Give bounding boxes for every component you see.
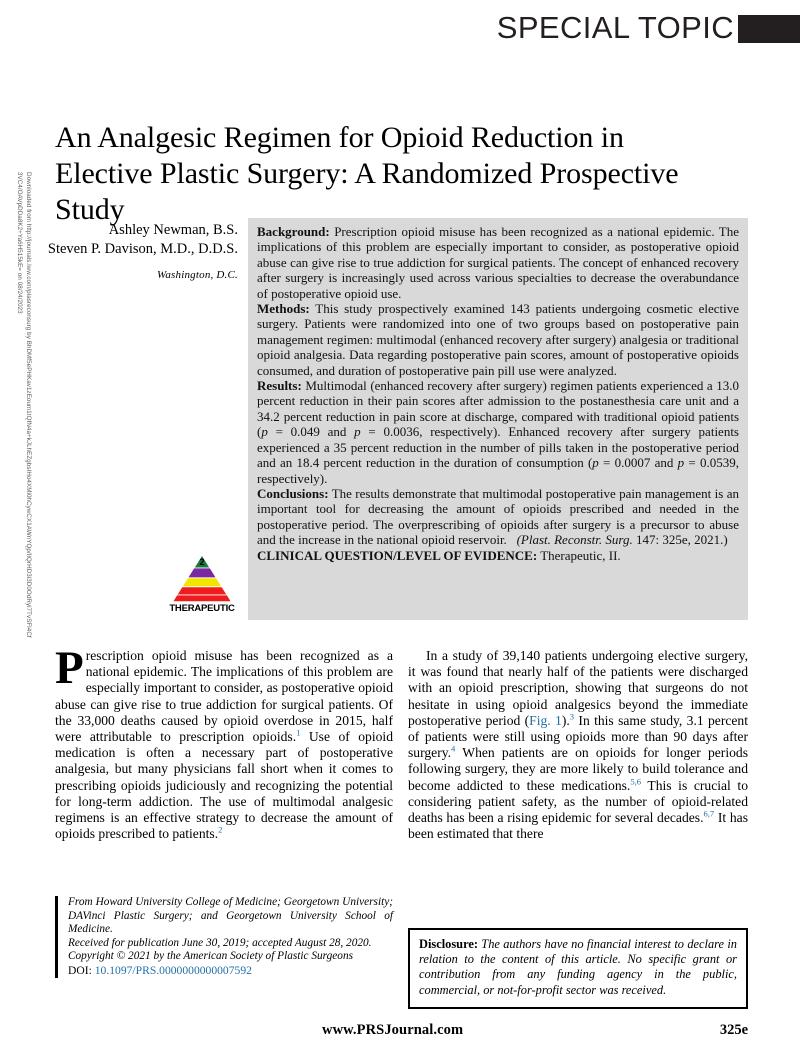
body-text: This is crucial to considering patient safety, as the number of opioid-related deaths has been a rising epidemic for several decades.: [408, 777, 749, 826]
disclosure-box: [408, 928, 748, 1009]
abstract-background: [257, 224, 739, 301]
page-footer: [0, 1022, 800, 1048]
abstract-results-text-a: Multimodal (enhanced recovery after surgery) regimen patients experienced a 13.0 percent reduction in their pain scores after admission to the postanesthesia care unit and a 34.2 percent reduction in pain score at discharge, compared with traditional opioid patients (: [257, 378, 740, 440]
doi-line: [68, 964, 393, 978]
abstract-citation-italic: (Plast. Reconstr. Surg.: [516, 532, 633, 548]
drop-cap: P: [55, 642, 84, 694]
clinical-question-value: Therapeutic, II.: [540, 547, 621, 563]
abstract-conclusions: [257, 486, 739, 548]
page-number: 325e: [719, 1022, 748, 1038]
abstract-results-text-b: = 0.049 and: [267, 424, 355, 440]
header-black-block: [738, 15, 800, 43]
pyramid-level-number: 2: [199, 557, 205, 567]
author-name: Ashley Newman, B.S.: [108, 222, 238, 238]
abstract-results-text-d: = 0.0007 and: [598, 455, 678, 471]
clinical-question-label: CLINICAL QUESTION/LEVEL OF EVIDENCE:: [257, 547, 538, 563]
body-column-left: [55, 642, 394, 842]
section-label: SPECIAL TOPIC: [496, 10, 734, 45]
abstract-background-label: Background:: [257, 224, 330, 239]
body-paragraph: [55, 642, 394, 842]
abstract-results-text-c: = 0.0036, respectively). Enhanced recovery after surgery patients experienced a 35 percent reduction in the number of pills taken in the postoperative period and an 18.4 percent reduction in the duration of consumption (: [257, 424, 739, 471]
abstract-box: [248, 218, 748, 620]
p-value-symbol: p: [261, 424, 268, 440]
body-text: In a study of 39,140 patients undergoing elective surgery, it was found that nearly half of the patients were discharged with an opioid prescription, showing that surgeons do not hesitate in using opioid analgesics beyond the immediate postoperative period (: [408, 648, 748, 728]
p-value-symbol: p: [677, 455, 685, 471]
received-date-text: Received for publication June 30, 2019; accepted August 28, 2020.: [68, 936, 372, 949]
reference-marker[interactable]: 4: [451, 743, 456, 754]
reference-marker[interactable]: 2: [218, 824, 223, 835]
disclosure-label: Disclosure:: [419, 937, 478, 951]
download-watermark: Downloaded from http://journals.lww.com/plasreconsurg by BhDMf5ePHKav1zEoum1tQfN4a+kJLhEZgbsIHo4XMi0hCywCX1AWnYQp/IlQrHD3i3D0OdRyi7TvSFl4Cf3VC4/OAVpDDa8K2+Ya6H515kE= on 08/24/2023: [16, 172, 32, 638]
pyramid-label: THERAPEUTIC: [169, 603, 235, 614]
abstract-results-text-e: = 0.0539, respectively).: [257, 455, 739, 486]
reference-marker[interactable]: 3: [569, 711, 575, 722]
body-paragraph: [408, 648, 748, 842]
reference-marker[interactable]: 6,7: [703, 808, 715, 819]
abstract-results-label: Results:: [257, 378, 302, 394]
disclosure-body: The authors have no financial interest to declare in relation to the content of this article. No specific grant or contribution from any funding agency in the public, commercial, or not-for-profit sector was received.: [419, 937, 737, 997]
footnote-block: [55, 896, 393, 978]
body-column-right: [408, 648, 748, 842]
article-title: An Analgesic Regimen for Opioid Reduction in Elective Plastic Surgery: A Randomized Prospective Study: [55, 121, 679, 227]
doi-label: DOI:: [68, 963, 95, 977]
p-value-symbol: p: [354, 424, 361, 440]
p-value-symbol: p: [592, 455, 599, 471]
body-text: rescription opioid misuse has been recognized as a national epidemic. The implications of this problem are especially important to consider, as postoperative opioid abuse can give rise to true addiction for surgical patients. Of the 33,000 deaths caused by opioid overdose in 2015, half were attributable to prescription opioids.: [55, 648, 393, 745]
abstract-methods: [257, 301, 739, 378]
body-text: ).: [561, 712, 570, 728]
body-text: Use of opioid medication is often a necessary part of postoperative analgesia, but many physicians fall short when it comes to prescribing opioids judiciously and recognizing the potential for long-term addiction. The use of multimodal analgesic regimens is an effective strategy to decrease the amount of opioids prescribed to patients.: [55, 729, 394, 842]
therapeutic-evidence-logo: [162, 556, 242, 614]
author-block: [0, 221, 238, 281]
abstract-clinical-question: [257, 548, 739, 563]
body-text: In this same study, 3.1 percent of patients were still using opioids more than 90 days after surgery.: [408, 712, 748, 761]
journal-url[interactable]: www.PRSJournal.com: [322, 1022, 464, 1038]
abstract-methods-text: This study prospectively examined 143 patients undergoing cosmetic elective surgery. Patients were randomized into one of two groups based on postoperative pain management regimen: multimodal (enhanced recovery after surgery) analgesia or traditional opioid analgesia. Data regarding postoperative pain scores, amount of postoperative opioids consumed, and duration of postoperative pain pill use were analyzed.: [257, 301, 739, 378]
copyright-text: Copyright © 2021 by the American Society of Plastic Surgeons: [68, 950, 353, 963]
pyramid-icon: [171, 556, 233, 602]
abstract-methods-label: Methods:: [257, 301, 310, 317]
body-text: When patients are on opioids for longer periods following surgery, they are more likely to build tolerance and become addicted to these medications.: [408, 745, 748, 793]
figure-link[interactable]: Fig. 1: [529, 712, 562, 728]
body-text: It has been estimated that there: [408, 810, 748, 842]
reference-marker[interactable]: 1: [296, 727, 301, 738]
affiliation-text: From Howard University College of Medicine; Georgetown University; DAVinci Plastic Surgery; and Georgetown University School of Medicine.: [68, 896, 393, 936]
abstract-citation-rest: 147: 325e, 2021.): [632, 532, 728, 548]
abstract-results: [257, 378, 739, 486]
abstract-conclusions-text: The results demonstrate that multimodal postoperative pain management is an important tool for decreasing the amount of opioids prescribed and needed in the postoperative period. The overprescribing of opioids after surgery is a precursor to abuse and the increase in the national opioid reservoir.: [257, 485, 739, 548]
author-location: Washington, D.C.: [156, 269, 238, 281]
reference-marker[interactable]: 5,6: [630, 776, 642, 787]
abstract-conclusions-label: Conclusions:: [257, 485, 329, 501]
abstract-background-text: Prescription opioid misuse has been recognized as a national epidemic. The implications of this problem are especially important to consider, as postoperative opioid abuse can give rise to true addiction for surgical patients. The concept of enhanced recovery after surgery is increasingly used across various specialties to decrease the overabundance of postoperative opioid use.: [257, 224, 739, 301]
page-header: [0, 0, 800, 60]
disclosure-text: [419, 937, 737, 998]
doi-value[interactable]: 10.1097/PRS.0000000000007592: [94, 963, 252, 977]
author-name: Steven P. Davison, M.D., D.D.S.: [47, 241, 238, 257]
